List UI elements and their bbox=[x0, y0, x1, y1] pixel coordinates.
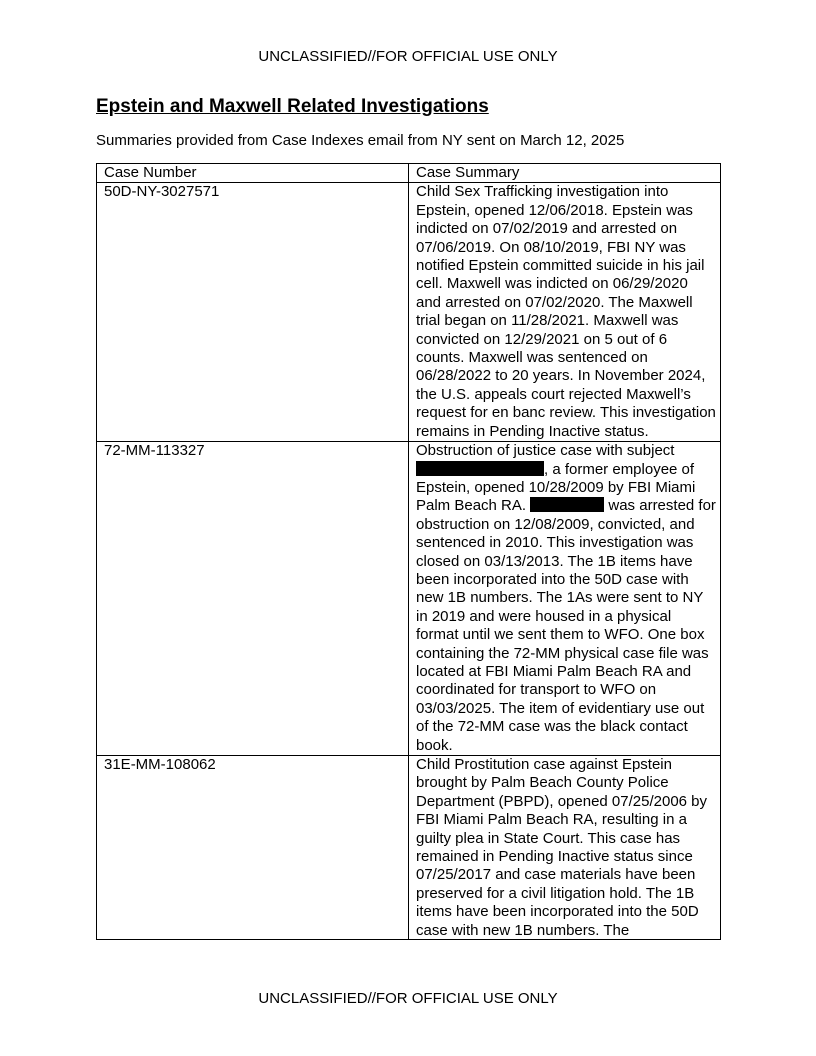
summary-text: was arrested for obstruction on 12/08/2009, convicted, and sentenced in 2010. This investigation was closed on 03/13/2013. The 1B items have been incorporated into the 50D case with new 1B numbers. The 1As were sent to NY in 2019 and were housed in a physical format until we sent them to WFO. One box containing the 72-MM physical case file was located at FBI Miami Palm Beach RA and coordinated for transport to WFO on 03/03/2025. The item of evidentiary use out of the 72-MM case was the black contact book. bbox=[416, 497, 716, 754]
redaction-block bbox=[416, 461, 544, 476]
case-summary-cell bbox=[409, 756, 721, 940]
case-number-cell: 72-MM-113327 bbox=[97, 442, 409, 756]
document-subtitle: Summaries provided from Case Indexes email from NY sent on March 12, 2025 bbox=[96, 132, 625, 149]
case-number-cell: 31E-MM-108062 bbox=[97, 756, 409, 940]
summary-text: , a former employee of Epstein, opened 10/28/2009 by FBI Miami Palm Beach RA. bbox=[416, 460, 696, 515]
case-summary-cell: Child Sex Trafficking investigation into Epstein, opened 12/06/2018. Epstein was indicted on 07/02/2019 and arrested on 07/06/2019. On 08/10/2019, FBI NY was notified Epstein committed suicide in his jail cell. Maxwell was indicted on 06/29/2020 and arrested on 07/02/2020. The Maxwell trial began on 11/28/2021. Maxwell was convicted on 12/29/2021 on 5 out of 6 counts. Maxwell was sentenced on 06/28/2022 to 20 years. In November 2024, the U.S. appeals court rejected Maxwell’s request for en banc review. This investigation remains in Pending Inactive status. bbox=[409, 183, 721, 442]
column-header-case-summary: Case Summary bbox=[409, 164, 721, 183]
table-row bbox=[97, 442, 721, 756]
case-number-cell: 50D-NY-3027571 bbox=[97, 183, 409, 442]
summary-text: Obstruction of justice case with subject bbox=[416, 442, 675, 460]
table-row bbox=[97, 183, 721, 442]
case-summary-cell bbox=[409, 442, 721, 756]
footer-classification-marking: UNCLASSIFIED//FOR OFFICIAL USE ONLY bbox=[258, 990, 558, 1007]
document-title: Epstein and Maxwell Related Investigations bbox=[96, 96, 489, 117]
redaction-block bbox=[530, 497, 604, 512]
case-summary-table bbox=[96, 163, 721, 940]
table-header-row bbox=[97, 164, 721, 183]
header-classification-marking: UNCLASSIFIED//FOR OFFICIAL USE ONLY bbox=[258, 48, 558, 65]
table-row bbox=[97, 756, 721, 940]
column-header-case-number: Case Number bbox=[97, 164, 409, 183]
summary-text: Child Prostitution case against Epstein brought by Palm Beach County Police Department (PBPD), opened 07/25/2006 by FBI Miami Palm Beach RA, resulting in a guilty plea in State Court. This case has remained in Pending Inactive status since 07/25/2017 and case materials have been preserved for a civil litigation hold. The 1B items have been incorporated into the 50D case with new 1B numbers. The bbox=[416, 756, 708, 939]
